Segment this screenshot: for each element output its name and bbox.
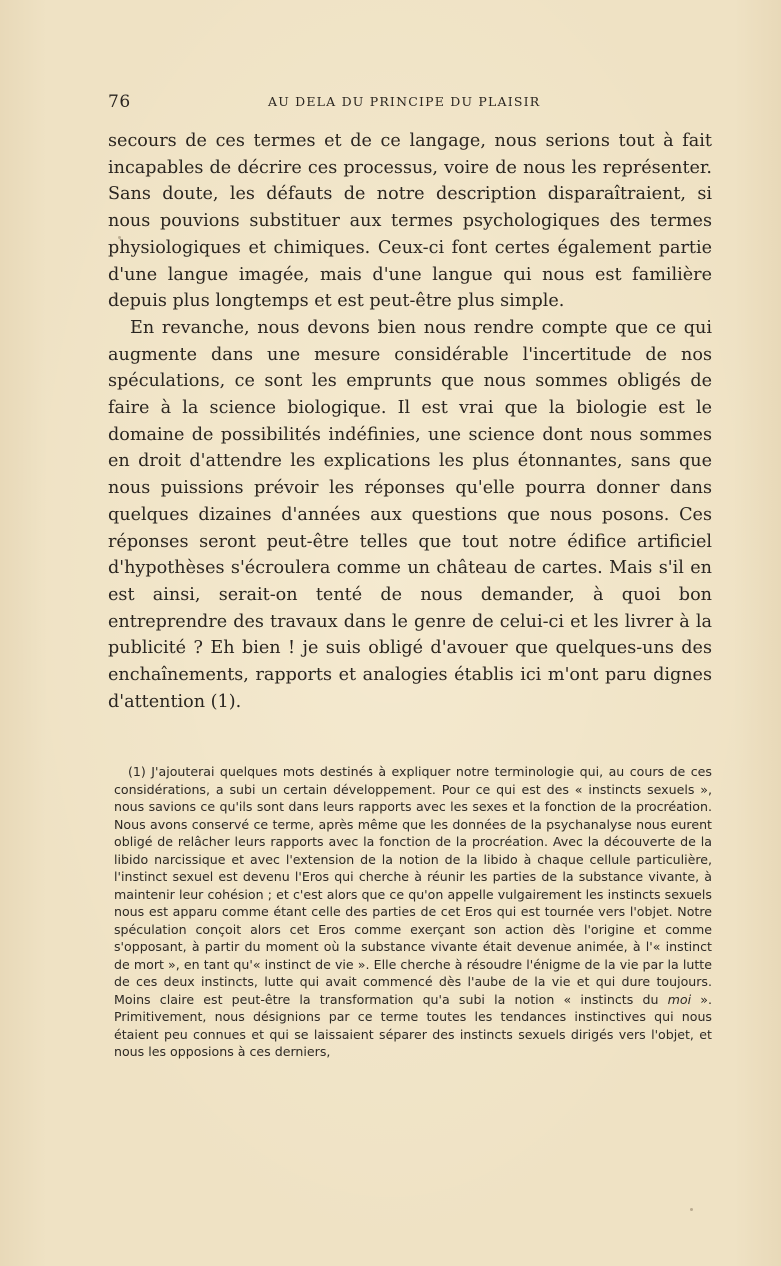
paragraph-1: secours de ces termes et de ce langage, nous serions tout à fait incapables de décrire ces processus, voire de nous les représenter. Sans doute, les défauts de notre description disparaîtraient, si nous pouvions substituer aux termes psychologiques des termes physiologiques et chimiques. Ceux-ci font certes également partie d'une langue imagée, mais d'une langue qui nous est familière depuis plus longtemps et est peut-être plus simple.	[108, 131, 712, 312]
footnote-italic-word: moi	[667, 991, 692, 1007]
main-text	[108, 128, 712, 715]
paper-speck	[118, 236, 121, 239]
paper-speck	[690, 1208, 693, 1211]
footnote	[114, 763, 712, 1061]
footnote-text-end: ». Primitivement, nous désignions par ce terme toutes les tendances instinctives qui nous étaient peu connues et qui se laissaient séparer des instincts sexuels dirigés vers l'objet, et nous les opposions à ces derniers,	[114, 991, 712, 1059]
footnote-text-start: (1) J'ajouterai quelques mots destinés à expliquer notre terminologie qui, au cours de ces considérations, a subi un certain développement. Pour ce qui est des « instincts sexuels », nous savions ce qu'ils sont dans leurs rapports avec les sexes et la fonction de la procréation. Nous avons conservé ce terme, après même que les données de la psychanalyse nous eurent obligé de relâcher leurs rapports avec la fonction de la procréation. Avec la découverte de la libido narcissique et avec l'extension de la notion de la libido à chaque cellule particulière, l'instinct sexuel est devenu l'Eros qui cherche à réunir les parties de la substance vivante, à maintenir leur cohésion ; et c'est alors que ce qu'on appelle vulgairement les instincts sexuels nous est apparu comme étant celle des parties de cet Eros qui est tournée vers l'objet. Notre spéculation conçoit alors cet Eros comme exerçant son action dès l'origine et comme s'opposant, à partir du moment où la substance vivante était devenue animée, à l'« instinct de mort », en tant qu'« instinct de vie ». Elle cherche à résoudre l'énigme de la vie par la lutte de ces deux instincts, lutte qui avait commencé dès l'aube de la vie et qui dure toujours. Moins claire est peut-être la transformation qu'a subi la notion « instincts du	[114, 764, 712, 1007]
page-number: 76	[108, 92, 131, 112]
running-title: AU DELA DU PRINCIPE DU PLAISIR	[268, 94, 541, 109]
page-header	[108, 92, 712, 114]
paper-speck	[113, 296, 116, 299]
paragraph-2: En revanche, nous devons bien nous rendre compte que ce qui augmente dans une mesure considérable l'incertitude de nos spéculations, ce sont les emprunts que nous sommes obligés de faire à la science biologique. Il est vrai que la biologie est le domaine de possibilités indéfinies, une science dont nous sommes en droit d'attendre les explications les plus étonnantes, sans que nous puissions prévoir les réponses qu'elle pourra donner dans quelques dizaines d'années aux questions que nous posons. Ces réponses seront peut-être telles que tout notre édifice artificiel d'hypothèses s'écroulera comme un château de cartes. Mais s'il en est ainsi, serait-on tenté de nous demander, à quoi bon entreprendre des travaux dans le genre de celui-ci et les livrer à la publicité ? Eh bien ! je suis obligé d'avouer que quelques-uns des enchaînements, rapports et analogies établis ici m'ont paru dignes d'attention (1).	[108, 317, 712, 712]
